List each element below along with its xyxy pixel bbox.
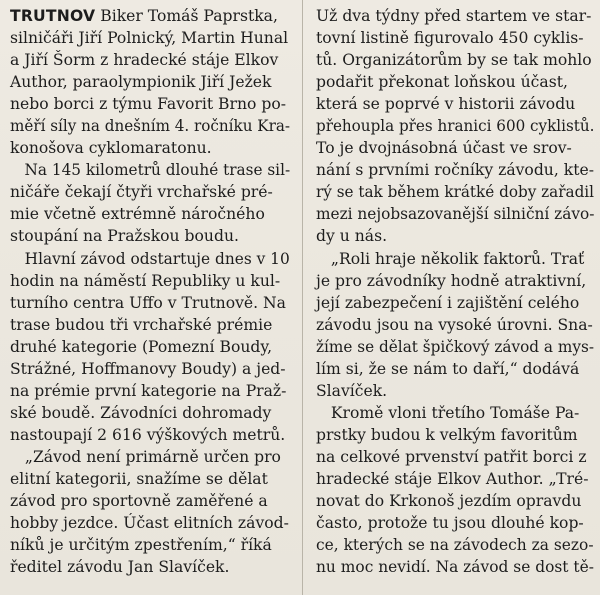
article-line: prstky budou k velkým favoritům (316, 425, 578, 444)
article-line: na celkové prvenství patřit borci z (316, 447, 587, 466)
article-line: mezi nejobsazovanější silniční závo- (316, 205, 595, 224)
article-line: „Roli hraje několik faktorů. Trať (316, 249, 585, 268)
article-line: níků je určitým zpestřením,“ říká (10, 536, 272, 555)
article-line: turního centra Uffo v Trutnově. Na (10, 293, 286, 312)
article-line: a Jiří Šorm z hradecké stáje Elkov (10, 51, 279, 70)
article-line: nu moc nevidí. Na závod se dost tě- (316, 558, 594, 577)
article-line: dy u nás. (316, 227, 388, 246)
article-line: stoupání na Pražskou boudu. (10, 227, 239, 246)
article-line: rý se tak během krátké doby zařadil (316, 183, 595, 202)
article-line (10, 5, 290, 27)
article-line: ničáře čekají čtyři vrchařské pré- (10, 183, 273, 202)
article-line: podařit překonat loňskou účast, (316, 73, 568, 92)
article-line: ředitel závodu Jan Slavíček. (10, 558, 230, 577)
dateline: TRUTNOV (10, 7, 96, 25)
article-line: je pro závodníky hodně atraktivní, (316, 271, 587, 290)
article-line: To je dvojnásobná účast ve srov- (316, 139, 572, 158)
article-line: Hlavní závod odstartuje dnes v 10 (10, 249, 290, 268)
article-line: elitní kategorii, snažíme se dělat (10, 469, 268, 488)
article-right-column (316, 5, 594, 578)
article-line: přehoupla přes hranici 600 cyklistů. (316, 117, 595, 136)
article-line: Na 145 kilometrů dlouhé trase sil- (10, 161, 291, 180)
article-line: Už dva týdny před startem ve star- (316, 7, 592, 25)
article-line: Kromě vloni třetího Tomáše Pa- (316, 403, 580, 422)
article-line: trase budou tři vrchařské prémie (10, 315, 273, 334)
article-line: ské boudě. Závodníci dohromady (10, 403, 272, 422)
article-line: Author, paraolympionik Jiří Ježek (10, 73, 272, 92)
article-line: žíme se dělat špičkový závod a mys- (316, 337, 594, 356)
article-line: Slavíček. (316, 381, 388, 400)
article-line: hobby jezdce. Účast elitních závod- (10, 514, 289, 533)
article-line: nání s prvními ročníky závodu, kte- (316, 161, 594, 180)
article-line: druhé kategorie (Pomezní Boudy, (10, 337, 273, 356)
article-line: konošova cyklomaratonu. (10, 139, 212, 158)
article-line-text: Biker Tomáš Paprstka, (95, 7, 278, 25)
article-line: novat do Krkonoš jezdím opravdu (316, 492, 582, 511)
article-line: často, protože tu jsou dlouhé kop- (316, 514, 584, 533)
article-line: silničáři Jiří Polnický, Martin Hunal (10, 29, 289, 48)
article-line: závodu jsou na vysoké úrovni. Sna- (316, 315, 593, 334)
article-line: její zabezpečení i zajištění celého (316, 293, 580, 312)
article-line: na prémie první kategorie na Praž- (10, 381, 287, 400)
article-line: závod pro sportovně zaměřené a (10, 492, 268, 511)
article-line: která se poprvé v historii závodu (316, 95, 576, 114)
article-line: lím si, že se nám to daří,“ dodává (316, 359, 580, 378)
article-line: nastoupají 2 616 výškových metrů. (10, 425, 286, 444)
article-line: „Závod není primárně určen pro (10, 447, 281, 466)
article-line: mie včetně extrémně náročného (10, 205, 265, 224)
article-line: nebo borci z týmu Favorit Brno po- (10, 95, 286, 114)
article-line: ce, kterých se na závodech za sezo- (316, 536, 594, 555)
column-divider (302, 0, 303, 595)
article-line: měří síly na dnešním 4. ročníku Kra- (10, 117, 291, 136)
article-line: hradecké stáje Elkov Author. „Tré- (316, 469, 589, 488)
article-line: hodin na náměstí Republiky u kul- (10, 271, 281, 290)
article-line: Strážné, Hoffmanovy Boudy) a jed- (10, 359, 286, 378)
article-left-column (10, 5, 290, 578)
article-line: tů. Organizátorům by se tak mohlo (316, 51, 592, 70)
article-line: tovní listině figurovalo 450 cyklis- (316, 29, 584, 48)
